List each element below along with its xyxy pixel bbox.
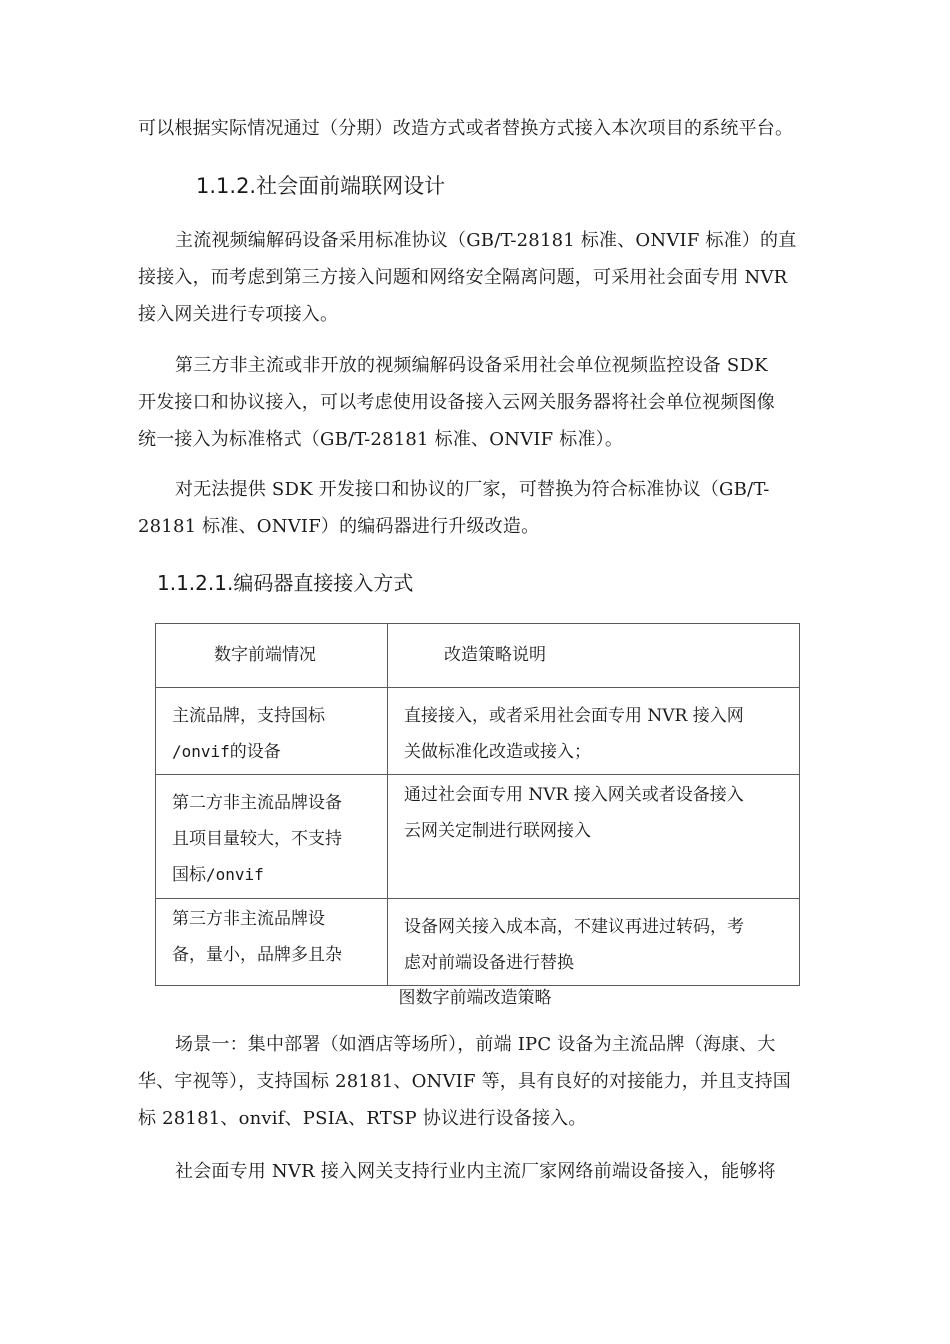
paragraph-line: 统一接入为标准格式（GB/T-28181 标准、ONVIF 标准）。	[138, 429, 624, 450]
paragraph-line: 28181 标准、ONVIF）的编码器进行升级改造。	[138, 516, 540, 537]
table-cell	[388, 899, 800, 986]
table-cell	[156, 688, 388, 775]
table-cell	[156, 775, 388, 899]
paragraph-line: 第三方非主流或非开放的视频编解码设备采用社会单位视频监控设备 SDK	[175, 355, 768, 376]
cell-text: 备，量小，品牌多且杂	[172, 945, 342, 965]
cell-text: 虑对前端设备进行替换	[404, 953, 574, 973]
cell-text: 主流品牌，支持国标	[172, 706, 325, 726]
cell-text-suffix: 的设备	[229, 742, 281, 762]
paragraph-line: 社会面专用 NVR 接入网关支持行业内主流厂家网络前端设备接入，能够将	[175, 1161, 776, 1182]
cell-text: 第三方非主流品牌设	[172, 909, 325, 929]
paragraph-line: 场景一：集中部署（如酒店等场所），前端 IPC 设备为主流品牌（海康、大	[175, 1034, 776, 1055]
table-cell	[388, 775, 800, 899]
cell-text-mono: /onvif	[206, 865, 264, 884]
paragraph-line: 华、宇视等），支持国标 28181、ONVIF 等，具有良好的对接能力，并且支持国	[138, 1071, 792, 1092]
table-cell	[388, 688, 800, 775]
table-header-row	[156, 624, 800, 688]
cell-text: 关做标准化改造或接入；	[404, 742, 591, 762]
table-row	[156, 688, 800, 775]
table-cell	[156, 899, 388, 986]
table-header-cell	[156, 624, 388, 688]
paragraph-line: 接入网关进行专项接入。	[138, 304, 339, 325]
subsection-heading: 1.1.2.1.编码器直接接入方式	[157, 571, 414, 595]
cell-text: 通过社会面专用 NVR 接入网关或者设备接入	[404, 785, 744, 805]
cell-text: 云网关定制进行联网接入	[404, 821, 591, 841]
cell-text	[172, 857, 387, 893]
header-label-strategy: 改造策略说明	[444, 645, 546, 665]
cell-text: 设备网关接入成本高，不建议再进过转码，考	[404, 917, 744, 937]
cell-text-prefix: 国标	[172, 865, 206, 885]
cell-text: 直接接入，或者采用社会面专用 NVR 接入网	[404, 706, 744, 726]
header-label-situation: 数字前端情况	[214, 645, 316, 665]
strategy-table	[155, 623, 800, 986]
cell-text-mono: /onvif	[172, 742, 230, 761]
section-heading: 1.1.2.社会面前端联网设计	[196, 174, 446, 198]
paragraph-line: 开发接口和协议接入，可以考虑使用设备接入云网关服务器将社会单位视频图像	[138, 392, 775, 413]
cell-text: 且项目量较大，不支持	[172, 829, 342, 849]
table-row	[156, 775, 800, 899]
intro-line: 可以根据实际情况通过（分期）改造方式或者替换方式接入本次项目的系统平台。	[138, 118, 794, 139]
table-header-cell	[388, 624, 800, 688]
paragraph-line: 标 28181、onvif、PSIA、RTSP 协议进行设备接入。	[138, 1108, 587, 1129]
table-row	[156, 899, 800, 986]
paragraph-line: 接接入，而考虑到第三方接入问题和网络安全隔离问题，可采用社会面专用 NVR	[138, 267, 788, 288]
paragraph-line: 对无法提供 SDK 开发接口和协议的厂家，可替换为符合标准协议（GB/T-	[175, 479, 770, 500]
table-caption: 图数字前端改造策略	[398, 988, 552, 1008]
cell-text: 第二方非主流品牌设备	[172, 793, 342, 813]
paragraph-line: 主流视频编解码设备采用标准协议（GB/T-28181 标准、ONVIF 标准）的直	[175, 230, 797, 251]
cell-text	[172, 734, 387, 770]
